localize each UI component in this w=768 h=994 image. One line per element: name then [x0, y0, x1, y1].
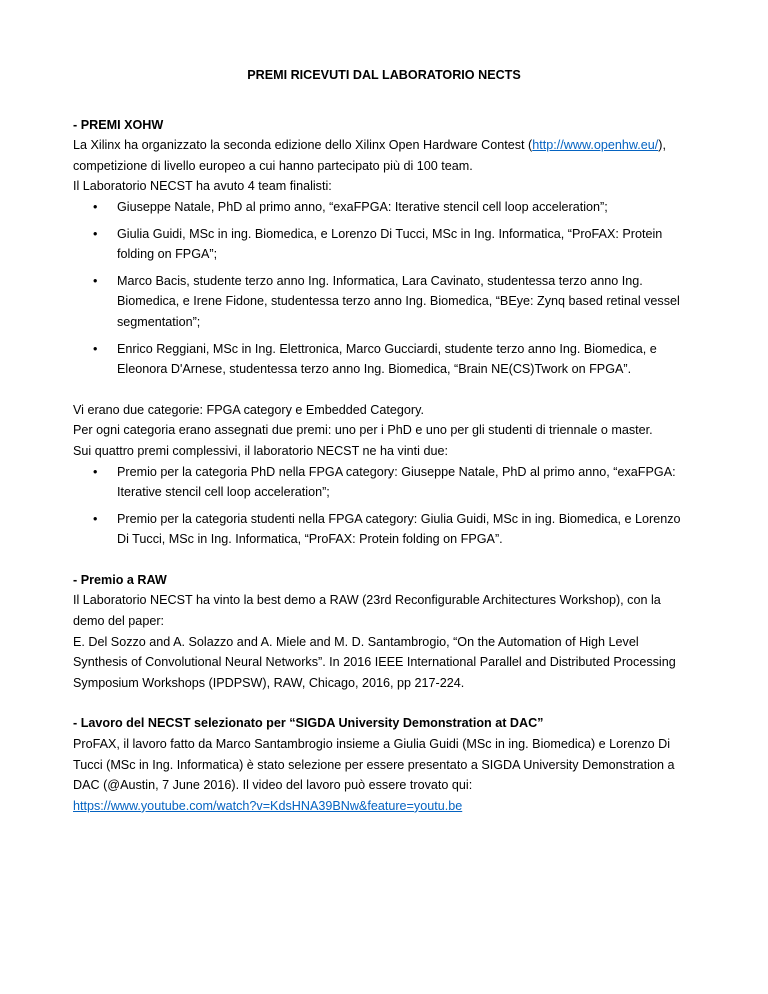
section-heading-raw: - Premio a RAW — [73, 572, 167, 587]
section-heading-xohw: - PREMI XOHW — [73, 117, 164, 132]
won-list — [73, 462, 695, 550]
bullet-icon: • — [93, 226, 98, 241]
bullet-icon: • — [93, 199, 98, 214]
dac-link-line — [73, 796, 695, 817]
document-body — [73, 65, 695, 816]
list-item: • Marco Bacis, studente terzo anno Ing. Informatica, Lara Cavinato, studentessa terzo anno Ing. Biomedica, e Irene Fidone, studentessa terzo anno Ing. Biomedica, “BEye: Zynq based retinal vessel segmentation”; — [73, 271, 695, 333]
raw-citation: E. Del Sozzo and A. Solazzo and A. Miele and M. D. Santambrogio, “On the Automation of High Level Synthesis of Convolutional Neural Networks”. In 2016 IEEE International Parallel and Distributed Processing Symposium Workshops (IPDPSW), RAW, Chicago, 2016, pp 217-224. — [73, 634, 676, 690]
list-item: • Premio per la categoria studenti nella FPGA category: Giulia Guidi, MSc in ing. Biomedica, e Lorenzo Di Tucci, MSc in Ing. Informatica, “ProFAX: Protein folding on FPGA”. — [73, 509, 695, 550]
raw-text: Il Laboratorio NECST ha vinto la best demo a RAW (23rd Reconfigurable Architectures Workshop), con la demo del paper: — [73, 593, 661, 629]
list-item: • Giulia Guidi, MSc in ing. Biomedica, e Lorenzo Di Tucci, MSc in Ing. Informatica, “ProFAX: Protein folding on FPGA”; — [73, 224, 695, 265]
finalists-intro: Il Laboratorio NECST ha avuto 4 team finalisti: — [73, 179, 332, 194]
xohw-intro-text: La Xilinx ha organizzato la seconda edizione dello Xilinx Open Hardware Contest ( — [73, 138, 533, 153]
bullet-icon: • — [93, 341, 98, 356]
section-xohw — [73, 115, 695, 550]
xohw-intro — [73, 135, 695, 176]
list-item: • Premio per la categoria PhD nella FPGA category: Giuseppe Natale, PhD al primo anno, “exaFPGA: Iterative stencil cell loop acceleration”; — [73, 462, 695, 503]
list-item: • Enrico Reggiani, MSc in Ing. Elettronica, Marco Gucciardi, studente terzo anno Ing. Biomedica, e Eleonora D'Arnese, studentessa terzo anno Ing. Biomedica, “Brain NE(CS)Twork on FPGA”. — [73, 339, 695, 380]
won-line: Sui quattro premi complessivi, il laboratorio NECST ne ha vinti due: — [73, 443, 448, 458]
finalists-list — [73, 197, 695, 380]
section-raw — [73, 570, 695, 694]
categories-line: Vi erano due categorie: FPGA category e Embedded Category. — [73, 402, 424, 417]
youtube-link[interactable]: https://www.youtube.com/watch?v=KdsHNA39BNw&feature=youtu.be — [73, 798, 463, 813]
section-dac — [73, 713, 695, 816]
prizes-line: Per ogni categoria erano assegnati due premi: uno per i PhD e uno per gli studenti di triennale o master. — [73, 423, 653, 438]
page-title: PREMI RICEVUTI DAL LABORATORIO NECTS — [247, 68, 521, 82]
xohw-intro-text-end: ), competizione di livello europeo a cui hanno partecipato più di 100 team. — [73, 138, 666, 173]
dac-text: ProFAX, il lavoro fatto da Marco Santambrogio insieme a Giulia Guidi (MSc in ing. Biomedica) e Lorenzo Di Tucci (MSc in Ing. Informatica) è stato selezione per essere presentato a SIGDA University Demonstration a DAC (@Austin, 7 June 2016). Il video del lavoro può essere trovato qui: — [73, 737, 675, 793]
bullet-icon: • — [93, 511, 98, 526]
bullet-icon: • — [93, 273, 98, 288]
openhw-link[interactable]: http://www.openhw.eu/ — [532, 138, 659, 153]
bullet-icon: • — [93, 464, 98, 479]
section-heading-dac: - Lavoro del NECST selezionato per “SIGDA University Demonstration at DAC” — [73, 716, 544, 731]
list-item: • Giuseppe Natale, PhD al primo anno, “exaFPGA: Iterative stencil cell loop acceleration”; — [73, 197, 695, 218]
